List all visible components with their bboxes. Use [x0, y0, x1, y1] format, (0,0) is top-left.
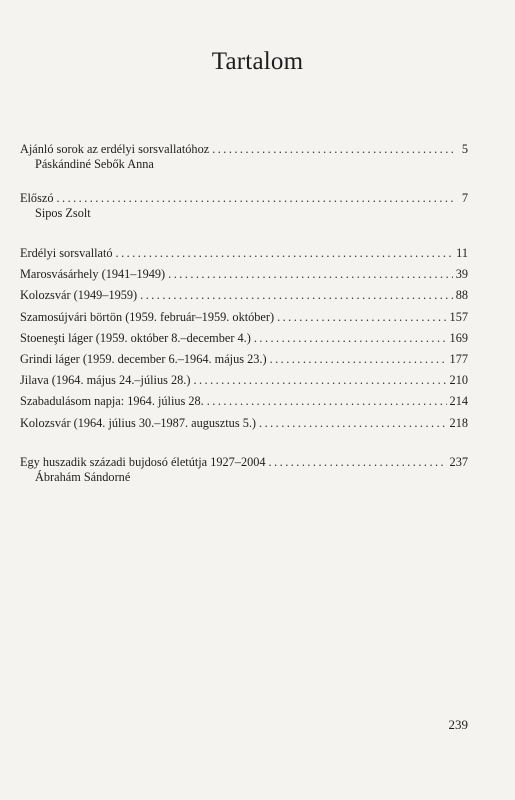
toc-leader-dots: [116, 243, 453, 264]
toc-entry-author: Ábrahám Sándorné: [35, 469, 131, 484]
toc-entry: [20, 328, 468, 349]
page-number: 239: [448, 717, 468, 732]
toc-leader-dots: [207, 391, 447, 412]
toc-entry-page: 11: [456, 246, 468, 260]
toc-entry-title: Erdélyi sorsvallató: [20, 246, 113, 260]
toc-leader-dots: [269, 452, 447, 472]
toc-entry-title: Szabadulásom napja: 1964. július 28.: [20, 394, 204, 409]
page-title: Tartalom: [211, 48, 304, 75]
toc-entry-title: Stoeneşti láger (1959. október 8.–december 4.): [20, 330, 251, 345]
toc-entry-title: Szamosújvári börtön (1959. február–1959. október): [20, 309, 275, 324]
toc-entry-page: 218: [449, 415, 468, 430]
toc-entry: [20, 264, 468, 285]
toc-leader-dots: [193, 370, 446, 391]
toc-leader-dots: [277, 307, 446, 328]
toc-entry: [20, 188, 468, 208]
toc-entry-page: 237: [449, 454, 468, 469]
toc-leader-dots: [270, 349, 447, 370]
toc-entry: [20, 307, 468, 328]
toc-entry: [20, 243, 468, 264]
toc-entry-page: 177: [449, 352, 468, 367]
toc-entry-page: 169: [449, 330, 468, 345]
toc-entry: [20, 349, 468, 370]
toc-entry: [20, 370, 468, 391]
toc-leader-dots: [168, 264, 453, 285]
toc-leader-dots: [212, 139, 453, 159]
toc-leader-dots: [140, 285, 453, 306]
toc-group-foreword-recommendation: [20, 139, 468, 172]
toc-entry: [20, 452, 468, 472]
toc-entry-title: Egy huszadik századi bujdosó életútja 1927–2004: [20, 454, 266, 469]
toc-entry-page: 210: [449, 373, 468, 388]
toc-entry-page: 7: [461, 191, 468, 205]
toc-entry-title: Ajánló sorok az erdélyi sorsvallatóhoz: [20, 142, 210, 156]
toc-group-preface: [20, 188, 468, 221]
toc-entry-author: Sipos Zsolt: [35, 206, 91, 220]
toc-entry-page: 214: [449, 394, 468, 409]
table-of-contents: [20, 139, 468, 485]
toc-entry-author: Páskándiné Sebők Anna: [35, 157, 154, 171]
toc-entry-title: Kolozsvár (1964. július 30.–1987. augusztus 5.): [20, 415, 257, 430]
toc-group-chapters: [20, 243, 468, 434]
toc-entry-title: Kolozsvár (1949–1959): [20, 288, 138, 303]
toc-entry-page: 88: [455, 288, 468, 303]
toc-entry-page: 157: [449, 309, 468, 324]
toc-entry: [20, 413, 468, 434]
toc-entry: [20, 391, 468, 412]
toc-leader-dots: [254, 328, 447, 349]
toc-entry: [20, 285, 468, 306]
toc-leader-dots: [56, 188, 453, 208]
toc-entry-title: Jilava (1964. május 24.–július 28.): [20, 373, 191, 388]
toc-entry-title: Marosvásárhely (1941–1949): [20, 267, 166, 282]
toc-entry-title: Előszó: [20, 191, 54, 205]
toc-leader-dots: [259, 413, 447, 434]
toc-group-biography: [20, 452, 468, 485]
toc-entry-title: Grindi láger (1959. december 6.–1964. május 23.): [20, 352, 267, 367]
toc-entry-page: 39: [455, 267, 468, 282]
toc-entry-page: 5: [461, 142, 468, 156]
toc-entry: [20, 139, 468, 159]
